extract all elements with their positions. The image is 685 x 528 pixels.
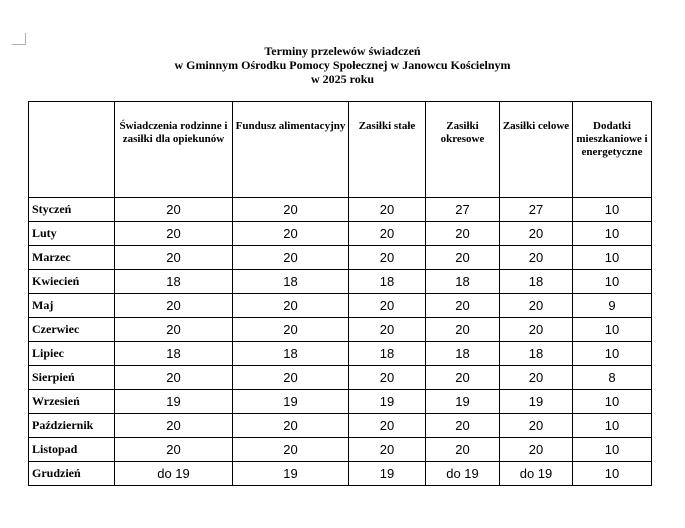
- day-cell: 20: [426, 222, 500, 246]
- day-cell: 18: [115, 342, 233, 366]
- month-cell: Wrzesień: [29, 390, 115, 414]
- table-row: [29, 366, 652, 390]
- day-cell: 20: [233, 366, 349, 390]
- table-row: [29, 390, 652, 414]
- day-cell: 10: [573, 414, 652, 438]
- day-cell: 20: [500, 414, 573, 438]
- day-cell: 10: [573, 270, 652, 294]
- day-cell: 20: [349, 246, 426, 270]
- day-cell: 8: [573, 366, 652, 390]
- month-cell: Sierpień: [29, 366, 115, 390]
- day-cell: 18: [500, 342, 573, 366]
- day-cell: 19: [349, 462, 426, 486]
- month-cell: Czerwiec: [29, 318, 115, 342]
- table-row: [29, 342, 652, 366]
- day-cell: 20: [426, 318, 500, 342]
- month-cell: Styczeń: [29, 198, 115, 222]
- transfer-schedule-table: [28, 101, 652, 486]
- day-cell: 20: [500, 438, 573, 462]
- header-purpose-allowances: Zasiłki celowe: [500, 102, 573, 198]
- day-cell: 18: [349, 270, 426, 294]
- day-cell: 20: [500, 318, 573, 342]
- day-cell: 19: [349, 390, 426, 414]
- day-cell: 9: [573, 294, 652, 318]
- day-cell: 20: [115, 246, 233, 270]
- day-cell: do 19: [115, 462, 233, 486]
- day-cell: 18: [500, 270, 573, 294]
- table-row: [29, 198, 652, 222]
- month-cell: Październik: [29, 414, 115, 438]
- month-cell: Lipiec: [29, 342, 115, 366]
- day-cell: 20: [115, 222, 233, 246]
- day-cell: 20: [115, 366, 233, 390]
- day-cell: 19: [233, 390, 349, 414]
- title-line-2: w Gminnym Ośrodku Pomocy Społecznej w Janowcu Kościelnym: [174, 58, 511, 72]
- day-cell: 20: [349, 222, 426, 246]
- header-family-benefits: Świadczenia rodzinne i zasiłki dla opiekunów: [115, 102, 233, 198]
- day-cell: 27: [426, 198, 500, 222]
- month-cell: Marzec: [29, 246, 115, 270]
- day-cell: 20: [349, 438, 426, 462]
- day-cell: 20: [500, 222, 573, 246]
- day-cell: 20: [233, 318, 349, 342]
- table-row: [29, 270, 652, 294]
- header-alimony-fund: Fundusz alimentacyjny: [233, 102, 349, 198]
- day-cell: 19: [233, 462, 349, 486]
- day-cell: 18: [349, 342, 426, 366]
- day-cell: 20: [115, 318, 233, 342]
- day-cell: 20: [349, 414, 426, 438]
- day-cell: 20: [233, 246, 349, 270]
- day-cell: 18: [233, 270, 349, 294]
- table-row: [29, 294, 652, 318]
- day-cell: 10: [573, 246, 652, 270]
- day-cell: 20: [115, 414, 233, 438]
- day-cell: 18: [426, 342, 500, 366]
- header-periodic-allowances: Zasiłki okresowe: [426, 102, 500, 198]
- day-cell: 20: [426, 246, 500, 270]
- month-cell: Luty: [29, 222, 115, 246]
- day-cell: 20: [500, 366, 573, 390]
- day-cell: 10: [573, 438, 652, 462]
- day-cell: 20: [115, 198, 233, 222]
- day-cell: 20: [500, 246, 573, 270]
- table-body: [29, 198, 652, 486]
- day-cell: 20: [115, 438, 233, 462]
- title-line-1: Terminy przelewów świadczeń: [264, 44, 421, 58]
- day-cell: 10: [573, 198, 652, 222]
- day-cell: 20: [349, 366, 426, 390]
- title-line-3: w 2025 roku: [310, 72, 375, 86]
- day-cell: 10: [573, 318, 652, 342]
- month-cell: Kwiecień: [29, 270, 115, 294]
- table-row: [29, 246, 652, 270]
- day-cell: 10: [573, 222, 652, 246]
- day-cell: do 19: [426, 462, 500, 486]
- document-title: [0, 44, 685, 86]
- day-cell: 20: [426, 294, 500, 318]
- day-cell: 20: [500, 294, 573, 318]
- day-cell: 20: [349, 294, 426, 318]
- day-cell: 19: [500, 390, 573, 414]
- day-cell: 10: [573, 342, 652, 366]
- day-cell: 20: [233, 438, 349, 462]
- month-cell: Maj: [29, 294, 115, 318]
- day-cell: 20: [426, 438, 500, 462]
- day-cell: 20: [115, 294, 233, 318]
- month-cell: Listopad: [29, 438, 115, 462]
- day-cell: 27: [500, 198, 573, 222]
- table-row: [29, 222, 652, 246]
- day-cell: 20: [233, 198, 349, 222]
- day-cell: 19: [426, 390, 500, 414]
- day-cell: do 19: [500, 462, 573, 486]
- table-row: [29, 438, 652, 462]
- header-permanent-allowances: Zasiłki stałe: [349, 102, 426, 198]
- day-cell: 10: [573, 390, 652, 414]
- header-housing-energy-allowances: Dodatki mieszkaniowe i energetyczne: [573, 102, 652, 198]
- day-cell: 20: [233, 294, 349, 318]
- day-cell: 18: [426, 270, 500, 294]
- day-cell: 20: [349, 198, 426, 222]
- day-cell: 18: [233, 342, 349, 366]
- month-cell: Grudzień: [29, 462, 115, 486]
- table-row: [29, 414, 652, 438]
- day-cell: 20: [233, 222, 349, 246]
- day-cell: 19: [115, 390, 233, 414]
- header-row: [29, 102, 652, 198]
- table-row: [29, 318, 652, 342]
- header-month: [29, 102, 115, 198]
- day-cell: 20: [233, 414, 349, 438]
- table-row: [29, 462, 652, 486]
- day-cell: 18: [115, 270, 233, 294]
- day-cell: 10: [573, 462, 652, 486]
- day-cell: 20: [426, 414, 500, 438]
- day-cell: 20: [426, 366, 500, 390]
- day-cell: 20: [349, 318, 426, 342]
